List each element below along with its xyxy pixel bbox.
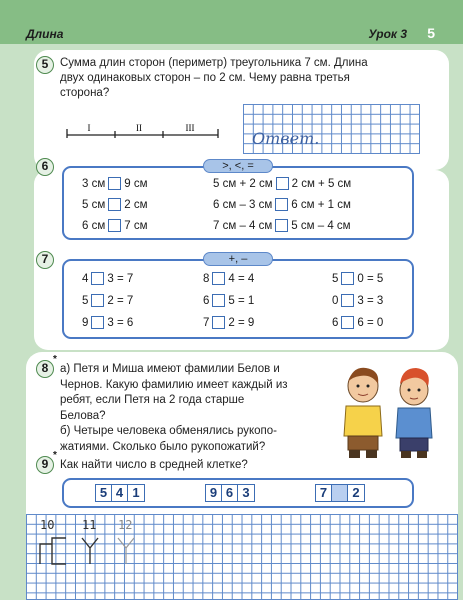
expr-left: 6 см – 3 см: [213, 198, 273, 211]
answer-box[interactable]: [275, 198, 288, 211]
task8-text: [60, 362, 330, 455]
segment-label-1: I: [87, 123, 91, 133]
task6-rule-pill: >, <, =: [203, 159, 273, 173]
task7-expr-3-3: 6 6 = 0: [332, 316, 384, 329]
task8-line-6: жатиями. Сколько было рукопожатий?: [60, 440, 266, 453]
task-number-7: 7: [36, 251, 54, 269]
task5-line-3: сторона?: [60, 87, 110, 99]
task5-line-2: двух одинаковых сторон – по 2 см. Чему равна третья: [60, 72, 350, 84]
task6-expr-2-2: [213, 198, 351, 211]
answer-box[interactable]: [108, 219, 121, 232]
task7-rule-pill: +, –: [203, 252, 273, 266]
answer-box[interactable]: [91, 316, 104, 329]
expr-left: 5 см: [82, 198, 106, 211]
answer-box[interactable]: [108, 198, 121, 211]
section-title: Длина: [26, 27, 64, 41]
answer-box[interactable]: [212, 316, 225, 329]
segment-label-3: III: [185, 123, 195, 133]
task6-expr-2-1: [82, 198, 148, 211]
page-number: 5: [427, 25, 435, 41]
page-header: [0, 0, 463, 44]
task7-expr-1-2: 8 4 = 4: [203, 272, 255, 285]
task-number-5: 5: [36, 56, 54, 74]
difficulty-star: *: [53, 450, 57, 461]
triangle-sides-diagram: [65, 120, 220, 138]
task8-line-5: б) Четыре человека обменялись рукопо-: [60, 425, 278, 437]
answer-box[interactable]: [276, 177, 289, 190]
task8-line-4: Белова?: [60, 409, 106, 422]
number-cell: 6: [222, 485, 238, 501]
task7-expr-1-3: 5 0 = 5: [332, 272, 384, 285]
task-number-9: 9: [36, 456, 54, 474]
task6-expr-1-2: [213, 177, 351, 190]
answer-box[interactable]: [341, 294, 354, 307]
task6-expr-3-1: [82, 219, 148, 232]
task8-line-3: ребят, если Петя на 2 года старше: [60, 394, 245, 406]
number-cell: 9: [206, 485, 222, 501]
task6-expr-3-2: [213, 219, 351, 232]
answer-box[interactable]: [212, 294, 225, 307]
task7-expr-1-1: 4 3 = 7: [82, 272, 134, 285]
number-cells-group-1: [95, 484, 145, 502]
empty-number-cell[interactable]: [332, 485, 348, 501]
task-number-8: 8: [36, 360, 54, 378]
task9-question: Как найти число в средней клетке?: [60, 459, 248, 471]
task7-expr-3-2: 7 2 = 9: [203, 316, 255, 329]
expr-right: 5 см – 4 см: [291, 219, 351, 232]
handwritten-number-3: 12: [118, 518, 133, 532]
task7-expr-2-3: 0 3 = 3: [332, 294, 384, 307]
task7-expr-2-2: 6 5 = 1: [203, 294, 255, 307]
number-cell: 2: [348, 485, 364, 501]
task8-line-2: Чернов. Какую фамилию имеет каждый из: [60, 378, 288, 391]
segment-label-2: II: [136, 123, 142, 133]
handwritten-number-2: 11: [82, 518, 97, 532]
expr-left: 7 см – 4 см: [213, 219, 273, 232]
task7-expr-3-1: 9 3 = 6: [82, 316, 134, 329]
expr-right: 2 см: [124, 198, 148, 211]
number-cell: 7: [316, 485, 332, 501]
answer-label: Ответ.: [252, 129, 320, 148]
expr-right: 6 см + 1 см: [291, 198, 351, 211]
answer-box[interactable]: [341, 316, 354, 329]
expr-left: 3 см: [82, 177, 106, 190]
number-cell: 4: [112, 485, 128, 501]
answer-box[interactable]: [275, 219, 288, 232]
two-boys-illustration: [328, 362, 448, 462]
answer-box[interactable]: [341, 272, 354, 285]
number-cells-group-3: [315, 484, 365, 502]
handwritten-number-1: 10: [40, 518, 55, 532]
expr-left: 6 см: [82, 219, 106, 232]
task-number-6: 6: [36, 158, 54, 176]
task6-expr-1-1: [82, 177, 148, 190]
expr-right: 2 см + 5 см: [291, 177, 352, 190]
task5-text: [60, 56, 445, 101]
expr-right: 9 см: [124, 177, 148, 190]
answer-box[interactable]: [108, 177, 121, 190]
answer-box[interactable]: [91, 294, 104, 307]
task7-expr-2-1: 5 2 = 7: [82, 294, 134, 307]
number-cell: 5: [96, 485, 112, 501]
task8-line-1: а) Петя и Миша имеют фамилии Белов и: [60, 363, 280, 375]
number-cell: 1: [128, 485, 144, 501]
task5-line-1: Сумма длин сторон (периметр) треугольника 7 см. Длина: [60, 57, 368, 69]
answer-box[interactable]: [91, 272, 104, 285]
expr-right: 7 см: [124, 219, 148, 232]
number-cell: 3: [238, 485, 254, 501]
pattern-drawing: [38, 536, 148, 566]
difficulty-star: *: [53, 354, 57, 365]
lesson-label: Урок 3: [368, 27, 407, 41]
answer-box[interactable]: [212, 272, 225, 285]
number-cells-group-2: [205, 484, 255, 502]
expr-left: 5 см + 2 см: [213, 177, 273, 190]
